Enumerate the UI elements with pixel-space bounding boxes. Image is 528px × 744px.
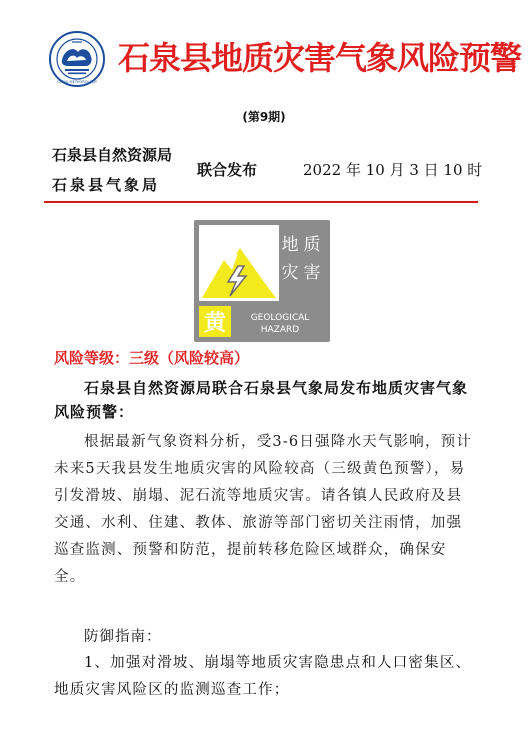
svg-text:质: 质	[303, 235, 321, 255]
issuer-meteorology: 石泉县气象局	[52, 176, 161, 194]
body-paragraph: 根据最新气象资料分析，受3-6日强降水天气影响，预计未来5天我县发生地质灾害的风险较高（三级黄色预警），易引发滑坡、崩塌、泥石流等地质灾害。请各镇人民政府及县交通、水利、住建、教体、旅游等部门密切关注雨情，加强巡查监测、预警和防范，提前转移危险区域群众，确保安全。	[54, 434, 473, 585]
joint-release-label: 联合发布	[197, 161, 258, 179]
release-date: 2022 年 10 月 3 日 10 时	[303, 161, 483, 179]
svg-text:GEOLOGICAL: GEOLOGICAL	[250, 313, 310, 323]
svg-text:CHINA METEOROLOGY: CHINA METEOROLOGY	[56, 80, 98, 84]
risk-level: 风险等级：三级（风险较高）	[54, 349, 250, 367]
issue-number: (第9期)	[242, 110, 286, 124]
svg-text:害: 害	[303, 263, 321, 283]
svg-text:灾: 灾	[281, 263, 299, 283]
yellow-geohazard-warning-badge	[194, 220, 330, 342]
header-divider	[44, 201, 478, 203]
svg-text:黄: 黄	[203, 311, 227, 336]
cma-logo	[48, 30, 106, 88]
defense-guide-item-1: 1、加强对滑坡、崩塌等地质灾害隐患点和人口密集区、地质灾害风险区的监测巡查工作；	[54, 655, 472, 698]
lead-paragraph: 石泉县自然资源局联合石泉县气象局发布地质灾害气象风险预警：	[54, 379, 469, 421]
svg-text:地: 地	[281, 235, 299, 255]
document-title: 石泉县地质灾害气象风险预警	[118, 39, 522, 77]
svg-text:HAZARD: HAZARD	[260, 325, 300, 335]
defense-guide-title: 防御指南：	[84, 629, 162, 645]
issuer-natural-resources: 石泉县自然资源局	[52, 146, 173, 164]
